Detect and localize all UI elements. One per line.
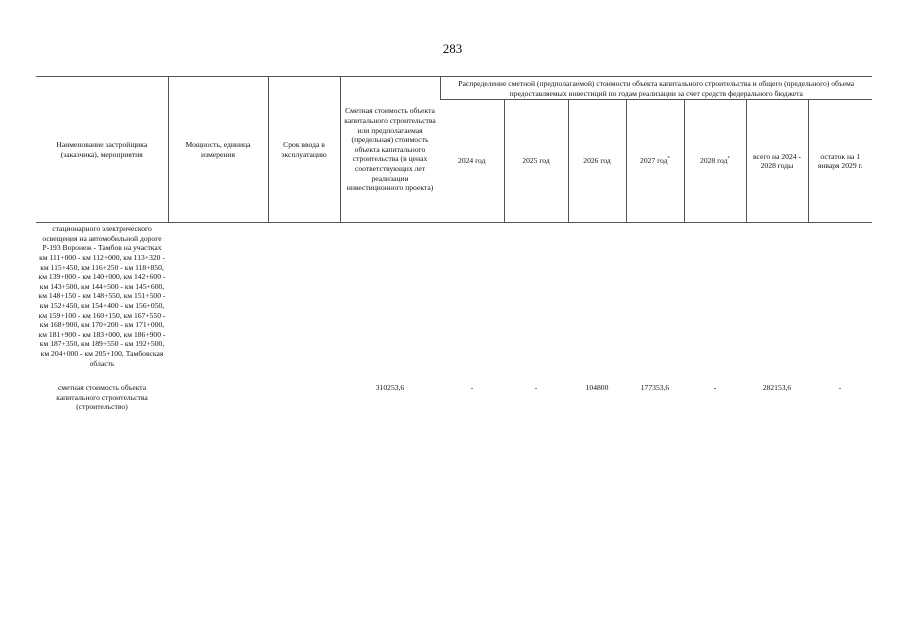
cell-2028: - [713, 383, 717, 393]
header-year-2024: 2024 год [440, 100, 504, 223]
cell-2027: 177353,6 [640, 383, 670, 393]
cost-row-label: сметная стоимость объекта капитального строительства (строительство) [56, 383, 148, 412]
page-number: 283 [442, 41, 463, 56]
header-year-2027: 2027 год* [626, 100, 684, 223]
cell-2025: - [534, 383, 538, 393]
header-distribution: Распределение сметной (предполагаемой) стоимости объекта капитального строительства и общего (предельного) объема предоставляемых инвестиций по годам реализации за счет средств федерального бюджета [440, 77, 872, 100]
table-row [36, 223, 872, 369]
cell-commissioning [268, 369, 340, 413]
header-remainder: остаток на 1 января 2029 г. [808, 100, 872, 223]
header-estimated-cost: Сметная стоимость объекта капитального строительства или предполагаемая (предельная) стоимость объекта капитального строительства (в ценах соответствующих лет реализации инвестиционного проекта) [340, 77, 440, 223]
table-row [36, 369, 872, 413]
cell-capacity [168, 369, 268, 413]
cell-remainder: - [838, 383, 842, 393]
header-year-2025: 2025 год [504, 100, 568, 223]
cell-2024: - [470, 383, 474, 393]
header-capacity: Мощность, единица измерения [168, 77, 268, 223]
cell-2026: 104800 [585, 383, 609, 393]
object-description: стационарного электрического освещения на автомобильной дороге Р-193 Воронеж - Тамбов на участках км 111+000 - км 112+000, км 113+320 - км 115+450, км 116+250 - км 118+850, км 139+000 - км 140+000, км 142+600 - км 143+500, км 144+500 - км 145+600, км 148+150 - км 148+550, км 151+500 - км 152+450, км 154+400 - км 156+050, км 159+100 - км 160+150, км 167+550 - км 168+900, км 170+200 - км 171+000, км 181+900 - км 183+000, км 186+900 - км 187+350, км 189+550 - км 192+500, км 204+000 - км 205+100, Тамбовская область [38, 224, 166, 368]
header-year-2026: 2026 год [568, 100, 626, 223]
header-commissioning: Срок ввода в эксплуатацию [268, 77, 340, 223]
header-row-top [36, 77, 872, 100]
cell-estimated-cost: 310253,6 [375, 383, 405, 393]
cell-total: 282153,6 [762, 383, 792, 393]
budget-table [36, 76, 872, 413]
header-name: Наименование застройщика (заказчика), мероприятия [36, 77, 168, 223]
header-year-2028: 2028 год* [684, 100, 746, 223]
header-total: всего на 2024 - 2028 годы [746, 100, 808, 223]
